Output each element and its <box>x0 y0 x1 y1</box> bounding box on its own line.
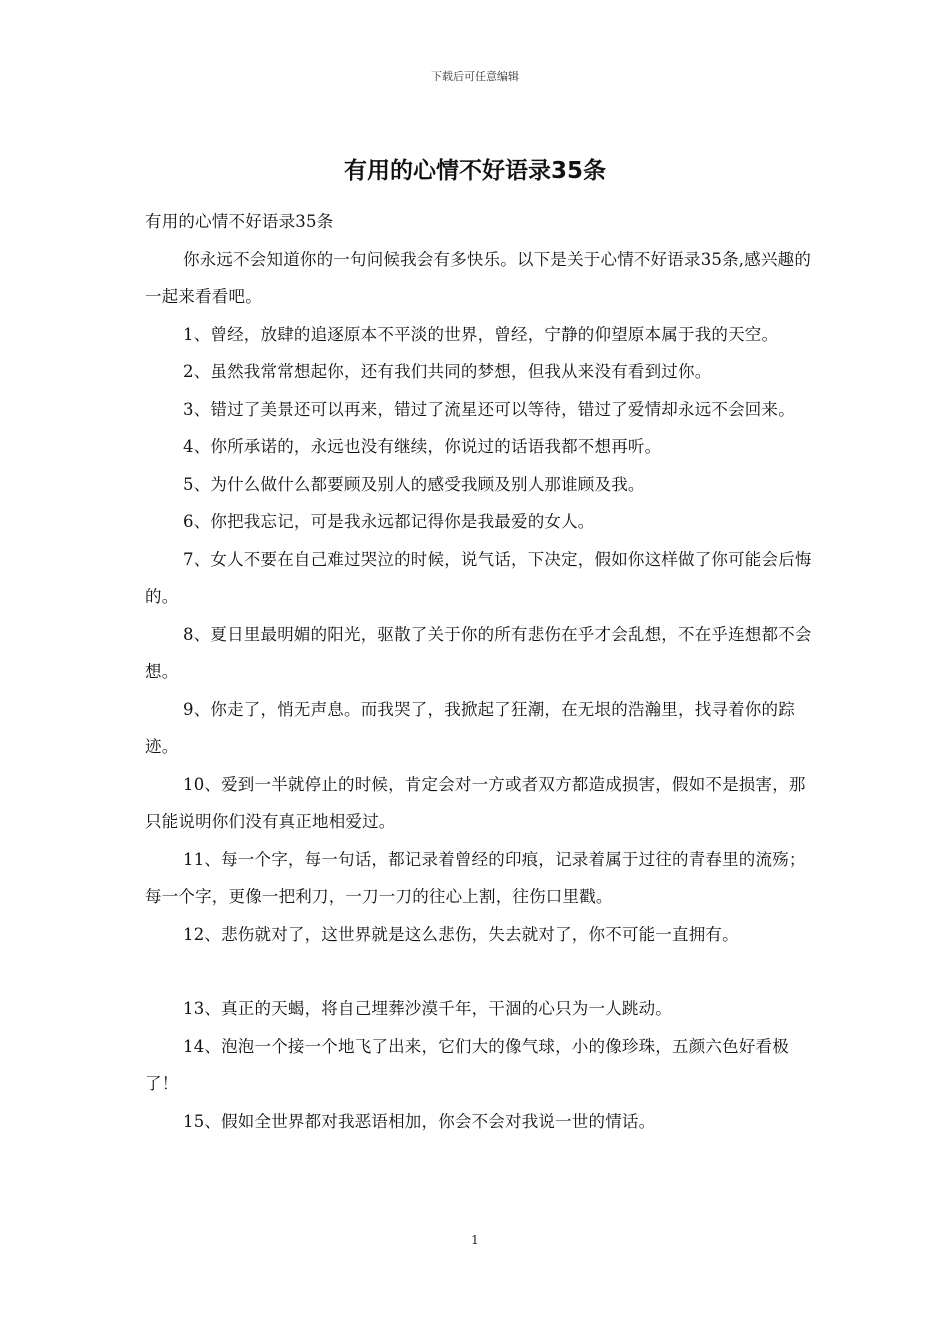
quote-item: 2、虽然我常常想起你，还有我们共同的梦想，但我从来没有看到过你。 <box>183 362 712 381</box>
quote-item: 12、悲伤就对了，这世界就是这么悲伤，失去就对了，你不可能一直拥有。 <box>183 924 739 944</box>
quote-item: 14、泡泡一个接一个地飞了出来，它们大的像气球，小的像珍珠，五颜六色好看极了！ <box>145 1036 789 1093</box>
quote-item: 8、夏日里最明媚的阳光，驱散了关于你的所有悲伤在乎才会乱想，不在乎连想都不会想。 <box>145 624 812 681</box>
quote-item: 10、爱到一半就停止的时候，肯定会对一方或者双方都造成损害，假如不是损害，那只能说明你们没有真正地相爱过。 <box>145 774 806 831</box>
intro-paragraph: 你永远不会知道你的一句问候我会有多快乐。以下是关于心情不好语录35条,感兴趣的一起来看看吧。 <box>145 249 812 306</box>
quote-item: 3、错过了美景还可以再来，错过了流星还可以等待，错过了爱情却永远不会回来。 <box>183 399 795 419</box>
document-body <box>145 203 813 1140</box>
quote-item: 5、为什么做什么都要顾及别人的感受我顾及别人那谁顾及我。 <box>183 474 645 494</box>
quote-item: 4、你所承诺的，永远也没有继续，你说过的话语我都不想再听。 <box>183 437 662 456</box>
quote-item: 6、你把我忘记，可是我永远都记得你是我最爱的女人。 <box>183 512 595 531</box>
quote-item: 15、假如全世界都对我恶语相加，你会不会对我说一世的情话。 <box>183 1111 656 1131</box>
page-header-note: 下载后可任意编辑 <box>431 70 519 83</box>
document-title: 有用的心情不好语录35条 <box>343 158 606 184</box>
document-subtitle: 有用的心情不好语录35条 <box>145 212 334 231</box>
quote-item: 7、女人不要在自己难过哭泣的时候，说气话，下决定，假如你这样做了你可能会后悔的。 <box>145 549 812 606</box>
page-number: 1 <box>471 1233 479 1247</box>
quote-item: 11、每一个字，每一句话，都记录着曾经的印痕，记录着属于过往的青春里的流殇；每一个字，更像一把利刀，一刀一刀的往心上割，往伤口里戳。 <box>145 849 806 906</box>
quote-item: 1、曾经，放肆的追逐原本不平淡的世界，曾经，宁静的仰望原本属于我的天空。 <box>183 324 779 344</box>
quote-item: 13、真正的天蝎，将自己埋葬沙漠千年，干涸的心只为一人跳动。 <box>183 999 672 1018</box>
quote-item: 9、你走了，悄无声息。而我哭了，我掀起了狂潮，在无垠的浩瀚里，找寻着你的踪迹。 <box>145 699 795 756</box>
